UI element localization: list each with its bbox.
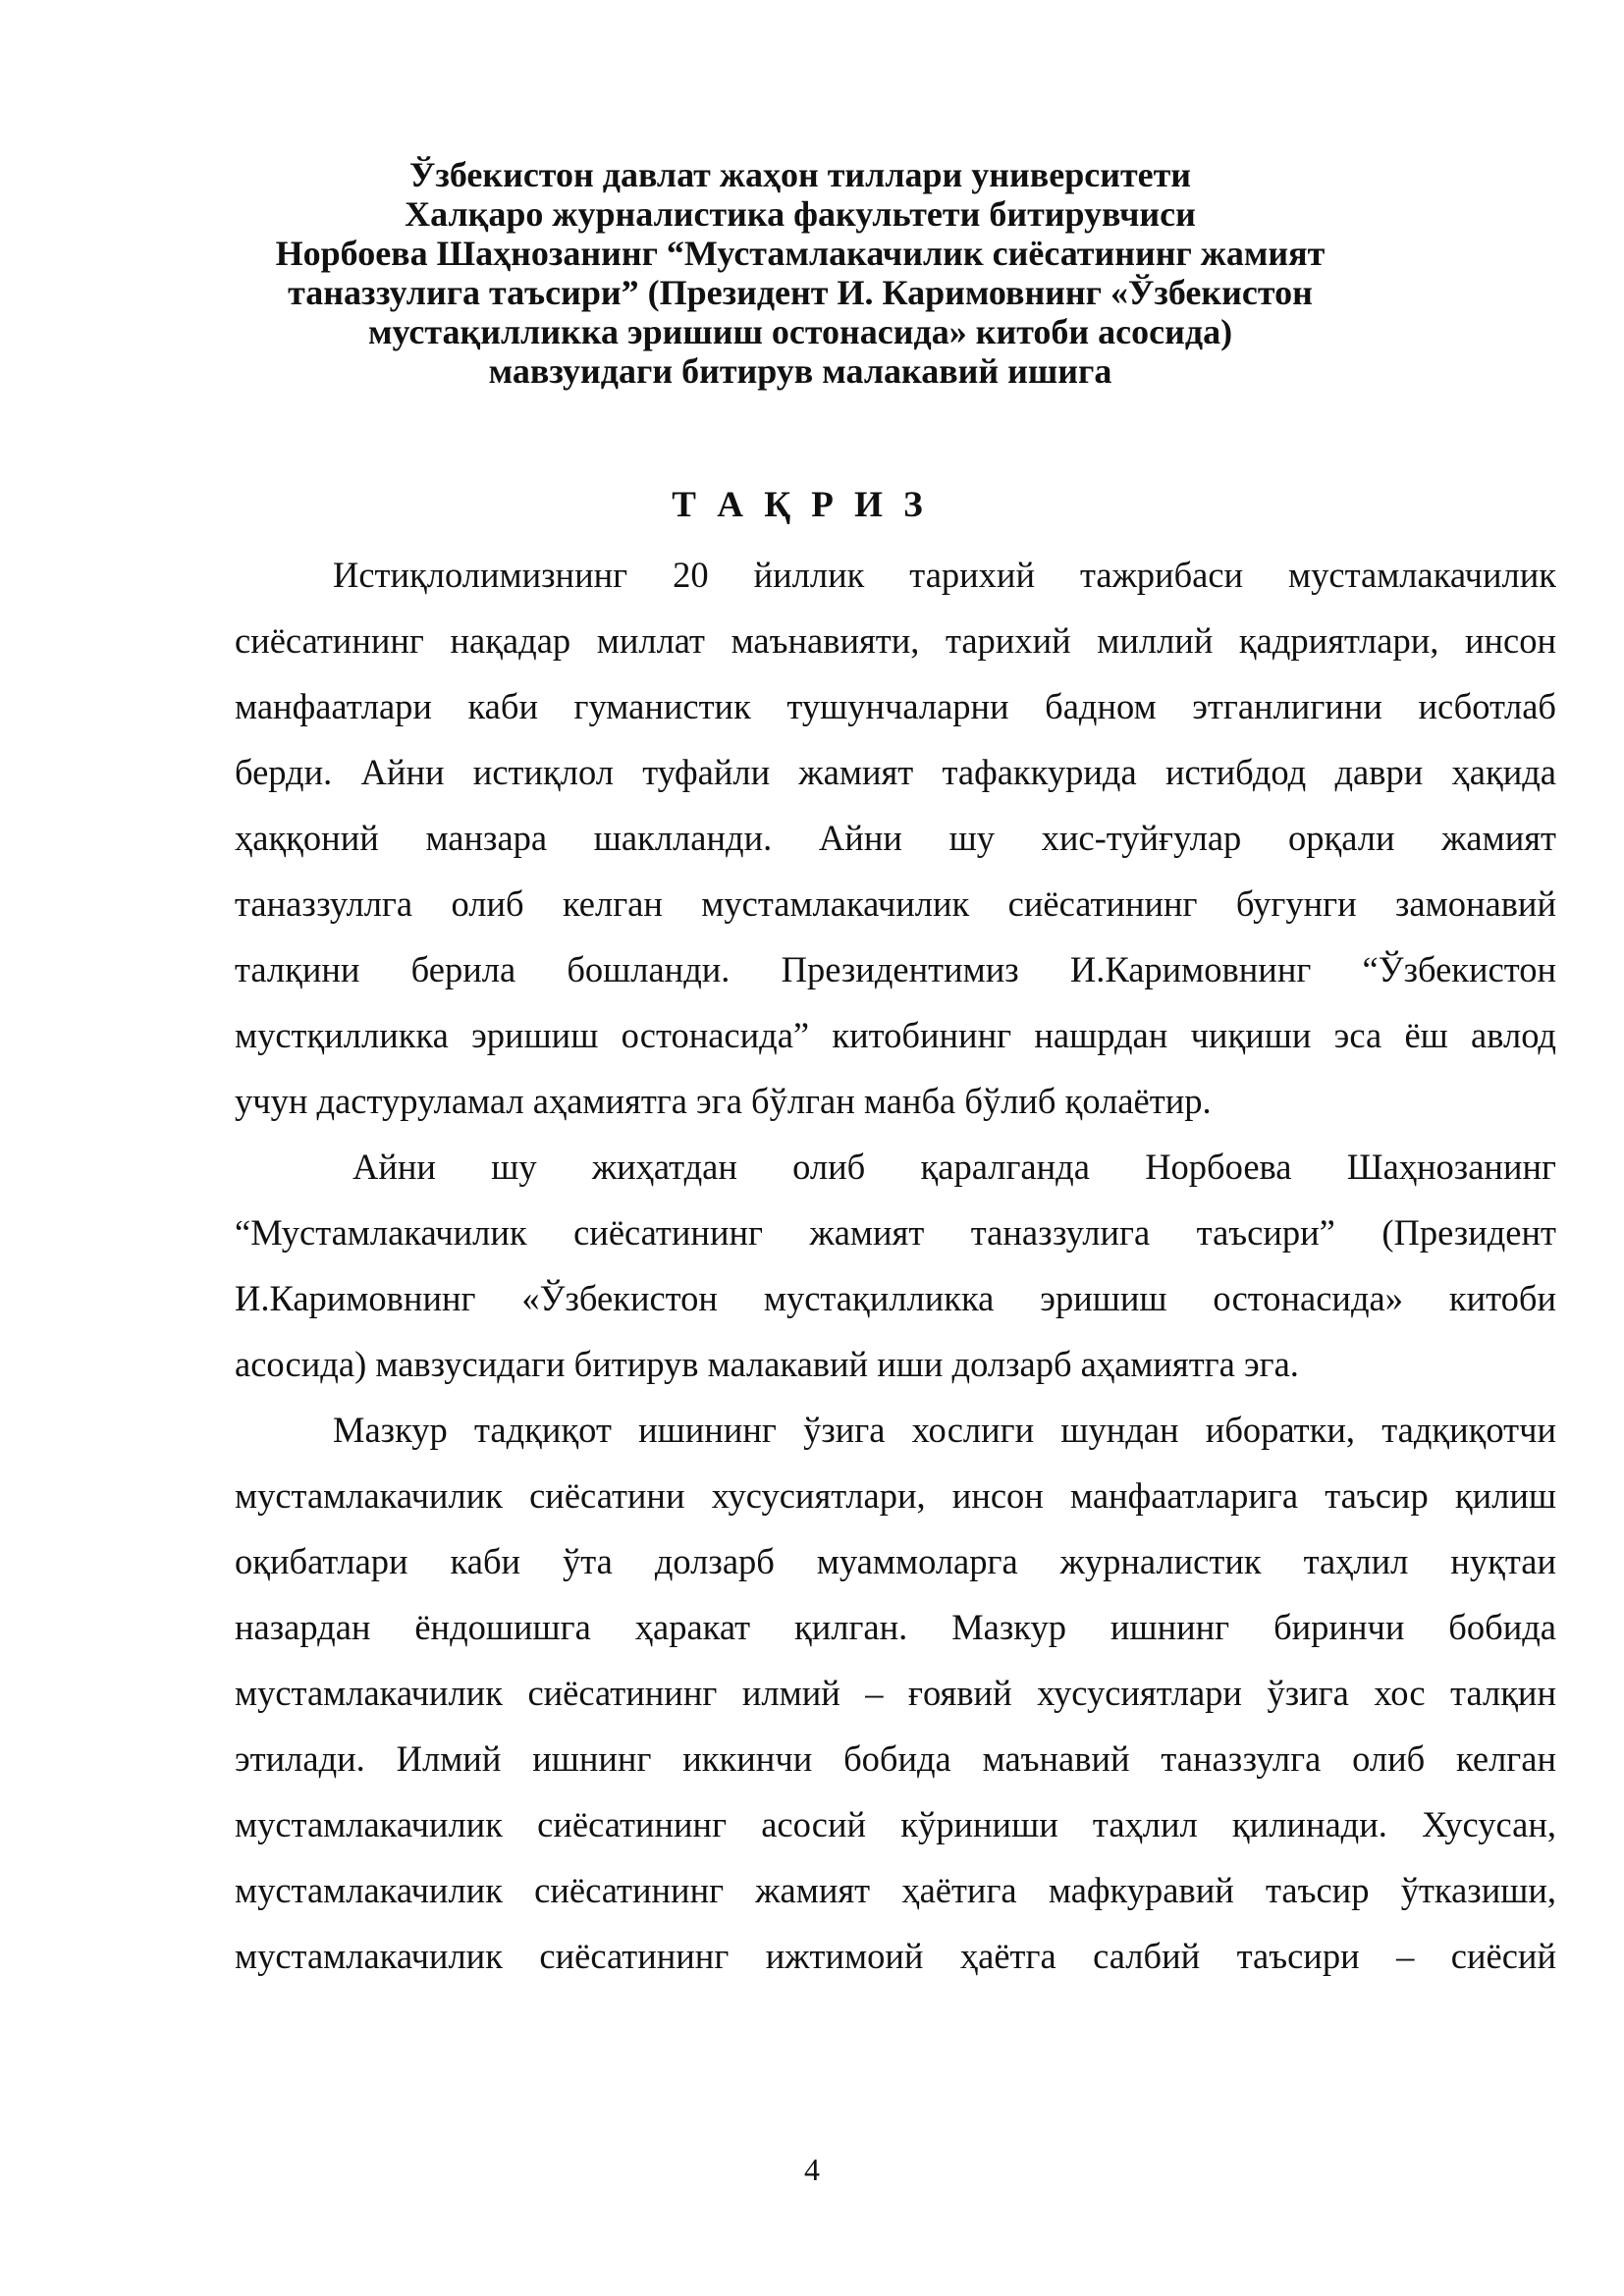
review-title: Т А Қ Р И З: [672, 485, 929, 525]
text-line: мустамлакачилик сиёсатини хусусиятлари, инсон манфаатларига таъсир қилиш: [235, 1475, 1556, 1516]
header-line: мустақилликка эришиш остонасида» китоби асосида): [367, 312, 1233, 351]
text-line: мустамлакачилик сиёсатининг жамият ҳаётига мафкуравий таъсир ўтказиши,: [235, 1870, 1556, 1910]
text-line: мустамлакачилик сиёсатининг ижтимоий ҳаётга салбий таъсири – сиёсий: [235, 1936, 1556, 1976]
text-line: И.Каримовнинг «Ўзбекистон мустақилликка эришиш остонасида» китоби: [235, 1278, 1556, 1318]
text-line: таназзуллга олиб келган мустамлакачилик сиёсатининг бугунги замонавий: [235, 883, 1556, 924]
paragraph-2: [235, 1134, 1556, 1397]
text-line: асосида) мавзусидаги битирув малакавий иши долзарб аҳамиятга эга.: [235, 1344, 1299, 1384]
text-line: ҳаққоний манзара шаклланди. Айни шу хис-туйғулар орқали жамият: [235, 818, 1556, 858]
text-line: талқини берила бошланди. Президентимиз И.Каримовнинг “Ўзбекистон: [235, 949, 1556, 989]
header-line: Халқаро журналистика факультети битирувчиси: [405, 194, 1196, 234]
header-line: Ўзбекистон давлат жаҳон тиллари университети: [408, 155, 1192, 194]
text-line: “Мустамлакачилик сиёсатининг жамият таназзулига таъсири” (Президент: [235, 1212, 1556, 1253]
paragraph-1: [235, 542, 1556, 1134]
text-line: назардан ёндошишга ҳаракат қилган. Мазкур ишнинг биринчи бобида: [235, 1607, 1556, 1647]
text-line: мустамлакачилик сиёсатининг илмий – ғоявий хусусиятлари ўзига хос талқин: [235, 1673, 1556, 1713]
text-line: оқибатлари каби ўта долзарб муаммоларга журналистик таҳлил нуқтаи: [235, 1541, 1556, 1581]
text-line: Айни шу жиҳатдан олиб қаралганда Норбоева Шаҳнозанинг: [352, 1147, 1556, 1187]
text-line: Истиқлолимизнинг 20 йиллик тарихий тажрибаси мустамлакачилик: [333, 555, 1556, 595]
header-line: Норбоева Шаҳнозанинг “Мустамлакачилик сиёсатининг жамият: [275, 234, 1326, 273]
paragraph-3: [235, 1397, 1556, 1989]
text-line: манфаатлари каби гуманистик тушунчаларни бадном этганлигини исботлаб: [235, 686, 1556, 726]
text-line: мустамлакачилик сиёсатининг асосий кўриниши таҳлил қилинади. Хусусан,: [235, 1804, 1556, 1844]
text-line: Мазкур тадқиқот ишининг ўзига хослиги шундан иборатки, тадқиқотчи: [333, 1410, 1556, 1450]
header-line: мавзуидаги битирув малакавий ишига: [488, 351, 1112, 391]
page-number: 4: [804, 2152, 820, 2187]
text-line: учун дастуруламал аҳамиятга эга бўлган манба бўлиб қолаётир.: [235, 1081, 1212, 1121]
document-header: [216, 155, 1384, 391]
text-line: сиёсатининг нақадар миллат маънавияти, тарихий миллий қадриятлари, инсон: [235, 620, 1556, 661]
header-line: таназзулига таъсири” (Президент И. Каримовнинг «Ўзбекистон: [288, 273, 1313, 312]
text-line: этилади. Илмий ишнинг иккинчи бобида маънавий таназзулга олиб келган: [235, 1738, 1556, 1779]
review-body: [235, 542, 1556, 1989]
text-line: мустқилликка эришиш остонасида” китобининг нашрдан чиқиши эса ёш авлод: [235, 1015, 1556, 1055]
text-line: берди. Айни истиқлол туфайли жамият тафаккурида истибдод даври ҳақида: [235, 752, 1556, 792]
